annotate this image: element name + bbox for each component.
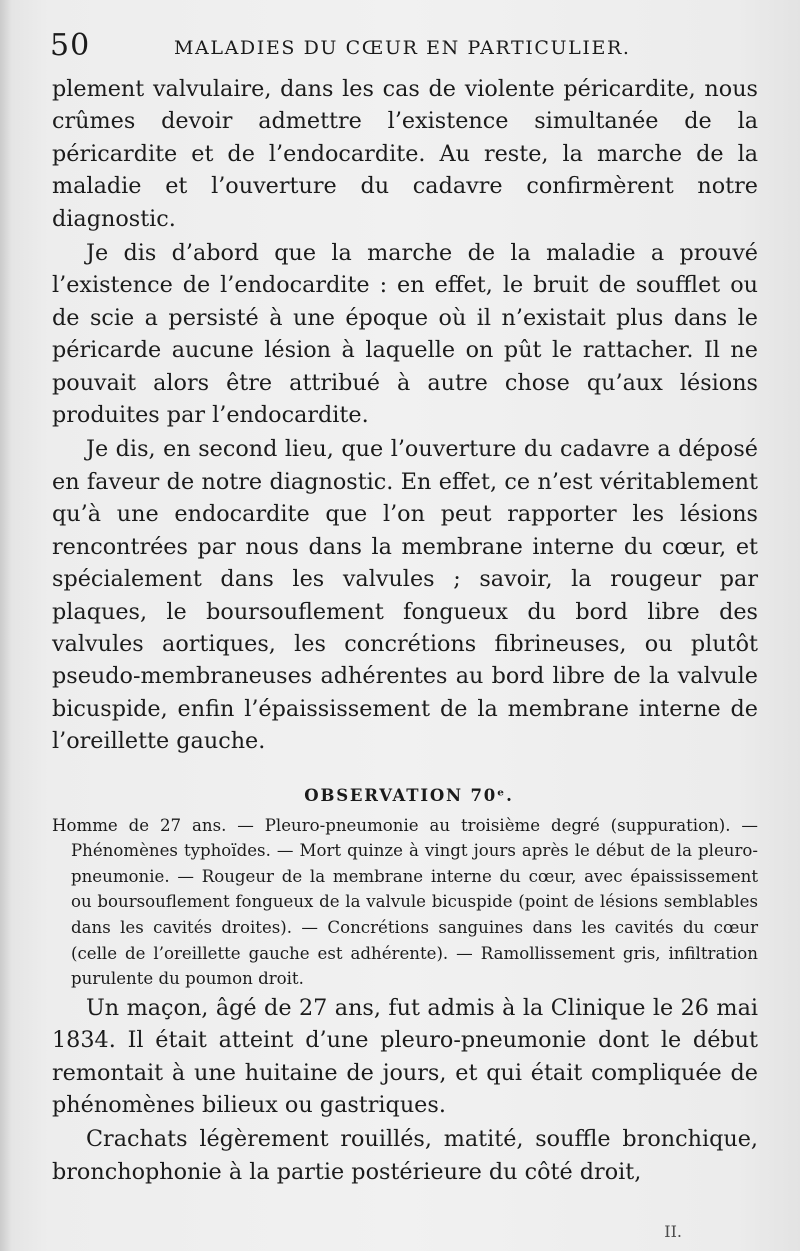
- body-paragraph-2: Je dis d’abord que la marche de la maladie a prouvé l’existence de l’endocardite : en effet, le bruit de soufflet ou de scie a persisté à une époque où il n’existait plus dans le péricarde aucune lésion à laquelle on pût le rattacher. Il ne pouvait alors être attribué à autre chose qu’aux lésions produites par l’endocardite.: [52, 240, 758, 429]
- signature-mark: II.: [664, 1222, 682, 1241]
- observation-title: OBSERVATION 70ᵉ.: [304, 785, 514, 805]
- page-number: 50: [50, 28, 91, 63]
- case-paragraph-1: Un maçon, âgé de 27 ans, fut admis à la Clinique le 26 mai 1834. Il était atteint d’une pleuro-pneumonie dont le début remontait à une huitaine de jours, et qui était compliquée de phénomènes bilieux ou gastriques.: [52, 994, 758, 1118]
- page-header: [50, 28, 750, 68]
- page-body: [52, 73, 758, 1188]
- body-paragraph-3: Je dis, en second lieu, que l’ouverture du cadavre a déposé en faveur de notre diagnostic. En effet, ce n’est véritablement qu’à une endocardite que l’on peut rapporter les lésions rencontrées par nous dans la membrane interne du cœur, et spécialement dans les valvules ; savoir, la rougeur par plaques, le boursouflement fongueux du bord libre des valvules aortiques, les concrétions fibrineuses, ou plutôt pseudo-membraneuses adhérentes au bord libre de la valvule bicuspide, enfin l’épaississement de la membrane interne de l’oreillette gauche.: [52, 436, 758, 755]
- gutter-shadow: [0, 0, 12, 1251]
- case-paragraph-2: Crachats légèrement rouillés, matité, souffle bronchique, bronchophonie à la partie postérieure du côté droit,: [52, 1126, 758, 1185]
- observation-summary: Homme de 27 ans. — Pleuro-pneumonie au troisième degré (suppuration). — Phénomènes typhoïdes. — Mort quinze à vingt jours après le début de la pleuro-pneumonie. — Rougeur de la membrane interne du cœur, avec épaississement ou boursouflement fongueux de la valvule bicuspide (point de lésions semblables dans les cavités droites). — Concrétions sanguines dans les cavités du cœur (celle de l’oreillette gauche est adhérente). — Ramollissement gris, infiltration purulente du poumon droit.: [52, 815, 758, 989]
- body-paragraph-1: plement valvulaire, dans les cas de violente péricardite, nous crûmes devoir admettre l’existence simultanée de la péricardite et de l’endocardite. Au reste, la marche de la maladie et l’ouverture du cadavre confirmèrent notre diagnostic.: [52, 76, 758, 232]
- running-head: MALADIES DU CŒUR EN PARTICULIER.: [174, 37, 631, 59]
